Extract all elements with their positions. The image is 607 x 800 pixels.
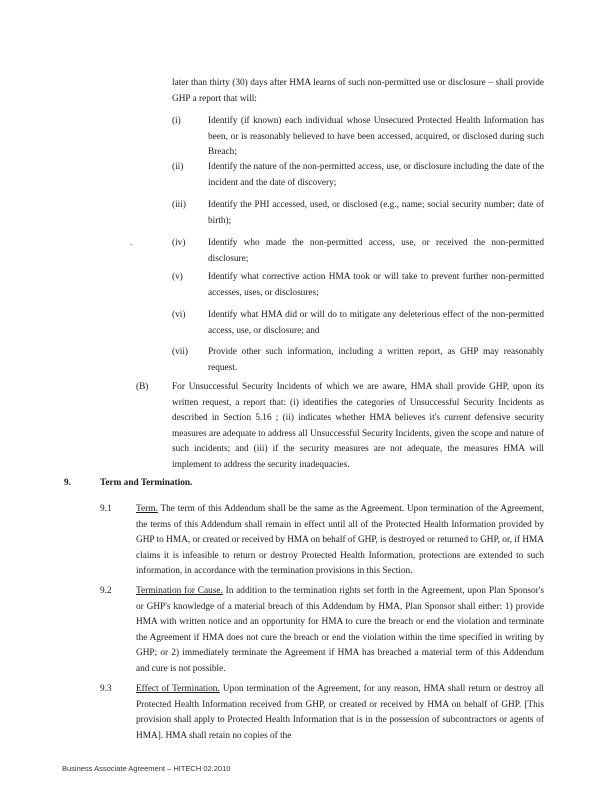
item-number: (ii) [172,162,184,172]
subsection-9-3 [136,682,544,744]
section-number: 9. [64,478,71,488]
subsection-heading: Termination for Cause. [136,586,223,596]
subsection-number: 9.2 [100,586,112,596]
item-text: Identify the PHI accessed, used, or disclosed (e.g., name; social security number; date of birth); [208,200,544,226]
item-number: (vi) [172,310,186,320]
subsection-number: 9.1 [100,504,112,514]
subsection-heading: Effect of Termination. [136,684,220,694]
subsection-9-1 [136,502,544,580]
subsection-text: The term of this Addendum shall be the same as the Agreement. Upon termination of the Agreement, the terms of this Addendum shall remain in effect until all of the Protected Health Information provided by GHP to HMA, or created or received by HMA on behalf of GHP, is destroyed or returned to GHP, or, if HMA claims it is infeasible to return or destroy Protected Health Information, protections are extended to such information, in accordance with the termination provisions in this Section. [136,504,545,576]
item-text: Provide other such information, including a written report, as GHP may reasonably request. [208,347,544,373]
subsection-text: In addition to the termination rights set forth in the Agreement, upon Plan Sponsor's or GHP's knowledge of a material breach of this Addendum by HMA, Plan Sponsor shall either: 1) provide HMA with written notice and an opportunity for HMA to cure the breach or end the violation and terminate the Agreement if HMA does not cure the breach or end the violation within the time specified in writing by GHP; or 2) immediately terminate the Agreement if HMA has breached a material term of this Addendum and cure is not possible. [136,586,544,674]
paragraph-b-text: For Unsuccessful Security Incidents of which we are aware, HMA shall provide GHP, upon its written request, a report that: (i) identifies the categories of Unsuccessful Security Incidents as described in Section 5.16 ; (ii) indicates whether HMA believes it's current defensive security measures are adequate to address all Unsuccessful Security Incidents, given the scope and nature of such incidents; and (iii) if the security measures are not adequate, the measures HMA will implement to address the security inadequacies. [172,382,544,470]
subsection-number: 9.3 [100,684,112,694]
item-text: Identify who made the non-permitted access, use, or received the non-permitted disclosure; [208,238,544,264]
margin-mark: - [130,240,133,249]
section-title: Term and Termination. [100,478,193,488]
subsection-heading: Term. [136,504,158,514]
item-number: (iii) [172,200,186,210]
item-text: Identify what HMA did or will do to mitigate any deleterious effect of the non-permitted access, use, or disclosure; and [208,310,544,336]
paragraph-b-number: (B) [136,382,149,392]
subsection-text: Upon termination of the Agreement, for any reason, HMA shall return or destroy all Protected Health Information received from GHP, or created or received by HMA on behalf of GHP. [This provision shall apply to Protected Health Information that is in the possession of subcontractors or agents of HMA]. HMA shall retain no copies of the [136,684,545,741]
item-number: (i) [172,116,181,126]
item-number: (iv) [172,238,186,248]
item-text: Identify what corrective action HMA took or will take to prevent further non-permitted accesses, uses, or disclosures; [208,272,544,298]
item-text: Identify (if known) each individual whose Unsecured Protected Health Information has been, or is reasonably believed to have been accessed, acquired, or disclosed during such Breach; [208,116,544,157]
item-number: (v) [172,272,183,282]
page-footer: Business Associate Agreement – HITECH 02.2010 [62,764,231,773]
subsection-9-2 [136,584,544,677]
item-number: (vii) [172,347,189,357]
intro-paragraph: later than thirty (30) days after HMA learns of such non-permitted use or disclosure – shall provide GHP a report that will: [172,78,544,104]
item-text: Identify the nature of the non-permitted access, use, or disclosure including the date of the incident and the date of discovery; [208,162,544,188]
